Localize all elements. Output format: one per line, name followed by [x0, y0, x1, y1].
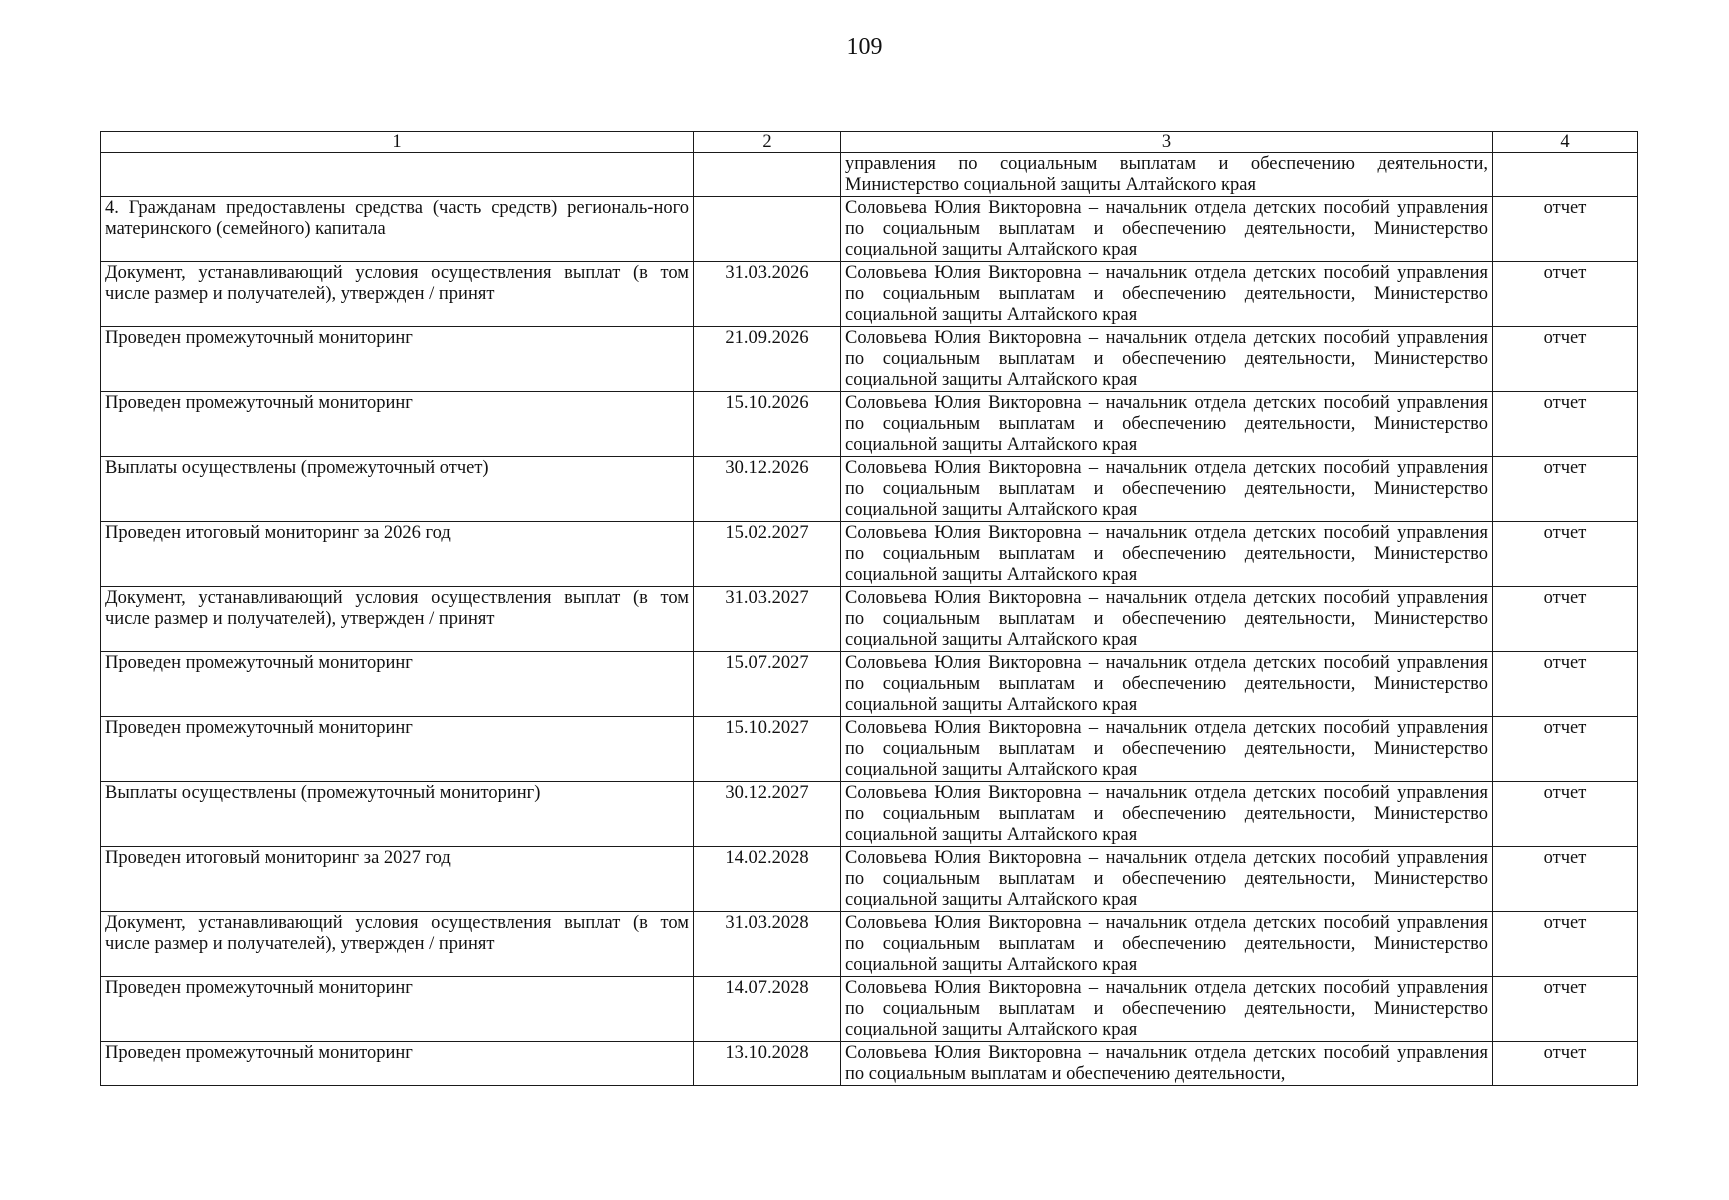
cell-form: отчет: [1493, 717, 1638, 782]
cell-description: Документ, устанавливающий условия осуществления выплат (в том числе размер и получателей), утвержден / принят: [101, 587, 694, 652]
column-header-3: 3: [841, 132, 1493, 153]
cell-description: Проведен итоговый мониторинг за 2026 год: [101, 522, 694, 587]
cell-description: Проведен промежуточный мониторинг: [101, 1042, 694, 1086]
cell-date: 15.07.2027: [694, 652, 841, 717]
table-row: [101, 717, 1638, 782]
cell-form: отчет: [1493, 1042, 1638, 1086]
column-header-1: 1: [101, 132, 694, 153]
column-header-2: 2: [694, 132, 841, 153]
table-row: [101, 392, 1638, 457]
cell-description: Документ, устанавливающий условия осуществления выплат (в том числе размер и получателей), утвержден / принят: [101, 262, 694, 327]
cell-form: отчет: [1493, 197, 1638, 262]
cell-date: 13.10.2028: [694, 1042, 841, 1086]
cell-form: отчет: [1493, 912, 1638, 977]
table-row: [101, 1042, 1638, 1086]
cell-date: 30.12.2026: [694, 457, 841, 522]
page-number: 109: [846, 34, 883, 60]
cell-description: Проведен промежуточный мониторинг: [101, 327, 694, 392]
cell-description: Проведен итоговый мониторинг за 2027 год: [101, 847, 694, 912]
cell-description: Выплаты осуществлены (промежуточный мониторинг): [101, 782, 694, 847]
cell-responsible: Соловьева Юлия Викторовна – начальник отдела детских пособий управления по социальным выплатам и обеспечению деятельности, Министерство социальной защиты Алтайского края: [841, 717, 1493, 782]
cell-form: отчет: [1493, 522, 1638, 587]
table-row: [101, 912, 1638, 977]
cell-form: отчет: [1493, 392, 1638, 457]
table-row: [101, 977, 1638, 1042]
table-row: [101, 522, 1638, 587]
cell-responsible: Соловьева Юлия Викторовна – начальник отдела детских пособий управления по социальным выплатам и обеспечению деятельности, Министерство социальной защиты Алтайского края: [841, 197, 1493, 262]
table-row: [101, 197, 1638, 262]
table-row: [101, 587, 1638, 652]
cell-date: 14.02.2028: [694, 847, 841, 912]
table-body: [101, 132, 1638, 1086]
cell-responsible: Соловьева Юлия Викторовна – начальник отдела детских пособий управления по социальным выплатам и обеспечению деятельности, Министерство социальной защиты Алтайского края: [841, 782, 1493, 847]
schedule-table: [100, 131, 1638, 1086]
cell-description: Проведен промежуточный мониторинг: [101, 977, 694, 1042]
cell-date: 30.12.2027: [694, 782, 841, 847]
cell-responsible: Соловьева Юлия Викторовна – начальник отдела детских пособий управления по социальным выплатам и обеспечению деятельности, Министерство социальной защиты Алтайского края: [841, 977, 1493, 1042]
cell-date: 14.07.2028: [694, 977, 841, 1042]
cell-date: 15.10.2027: [694, 717, 841, 782]
cell-responsible: Соловьева Юлия Викторовна – начальник отдела детских пособий управления по социальным выплатам и обеспечению деятельности, Министерство социальной защиты Алтайского края: [841, 912, 1493, 977]
cell-responsible: Соловьева Юлия Викторовна – начальник отдела детских пособий управления по социальным выплатам и обеспечению деятельности, Министерство социальной защиты Алтайского края: [841, 392, 1493, 457]
table-row: [101, 327, 1638, 392]
cell-description: Документ, устанавливающий условия осуществления выплат (в том числе размер и получателей), утвержден / принят: [101, 912, 694, 977]
cell-date: 15.02.2027: [694, 522, 841, 587]
table-row: [101, 262, 1638, 327]
cell-responsible: Соловьева Юлия Викторовна – начальник отдела детских пособий управления по социальным выплатам и обеспечению деятельности, Министерство социальной защиты Алтайского края: [841, 457, 1493, 522]
column-header-4: 4: [1493, 132, 1638, 153]
cell-form: отчет: [1493, 327, 1638, 392]
table-row: [101, 782, 1638, 847]
cell-form: отчет: [1493, 652, 1638, 717]
cell-date: 31.03.2027: [694, 587, 841, 652]
cell-date: 31.03.2028: [694, 912, 841, 977]
cell-description: Проведен промежуточный мониторинг: [101, 717, 694, 782]
table-row: [101, 847, 1638, 912]
cell-date: [694, 197, 841, 262]
cell-description: Проведен промежуточный мониторинг: [101, 392, 694, 457]
continuation-row: [101, 153, 1638, 197]
cell-responsible: Соловьева Юлия Викторовна – начальник отдела детских пособий управления по социальным выплатам и обеспечению деятельности,: [841, 1042, 1493, 1086]
cell-responsible: Соловьева Юлия Викторовна – начальник отдела детских пособий управления по социальным выплатам и обеспечению деятельности, Министерство социальной защиты Алтайского края: [841, 327, 1493, 392]
table-header-row: [101, 132, 1638, 153]
cell-date: 15.10.2026: [694, 392, 841, 457]
cell-date: 31.03.2026: [694, 262, 841, 327]
cell-form: отчет: [1493, 587, 1638, 652]
cell-responsible: Соловьева Юлия Викторовна – начальник отдела детских пособий управления по социальным выплатам и обеспечению деятельности, Министерство социальной защиты Алтайского края: [841, 262, 1493, 327]
cell-responsible: Соловьева Юлия Викторовна – начальник отдела детских пособий управления по социальным выплатам и обеспечению деятельности, Министерство социальной защиты Алтайского края: [841, 847, 1493, 912]
cell-description: Выплаты осуществлены (промежуточный отчет): [101, 457, 694, 522]
cell-responsible: Соловьева Юлия Викторовна – начальник отдела детских пособий управления по социальным выплатам и обеспечению деятельности, Министерство социальной защиты Алтайского края: [841, 587, 1493, 652]
cell-responsible: Соловьева Юлия Викторовна – начальник отдела детских пособий управления по социальным выплатам и обеспечению деятельности, Министерство социальной защиты Алтайского края: [841, 652, 1493, 717]
table-row: [101, 457, 1638, 522]
cell-form: отчет: [1493, 782, 1638, 847]
cell-description: 4. Гражданам предоставлены средства (часть средств) региональ-ного материнского (семейного) капитала: [101, 197, 694, 262]
cell-responsible: Соловьева Юлия Викторовна – начальник отдела детских пособий управления по социальным выплатам и обеспечению деятельности, Министерство социальной защиты Алтайского края: [841, 522, 1493, 587]
cell-description: Проведен промежуточный мониторинг: [101, 652, 694, 717]
cell-date: 21.09.2026: [694, 327, 841, 392]
cell-form: отчет: [1493, 977, 1638, 1042]
cell-date: [694, 153, 841, 197]
cell-form: отчет: [1493, 262, 1638, 327]
cell-form: отчет: [1493, 847, 1638, 912]
cell-form: отчет: [1493, 457, 1638, 522]
cell-responsible: управления по социальным выплатам и обеспечению деятельности, Министерство социальной защиты Алтайского края: [841, 153, 1493, 197]
table-row: [101, 652, 1638, 717]
cell-description: [101, 153, 694, 197]
cell-form: [1493, 153, 1638, 197]
